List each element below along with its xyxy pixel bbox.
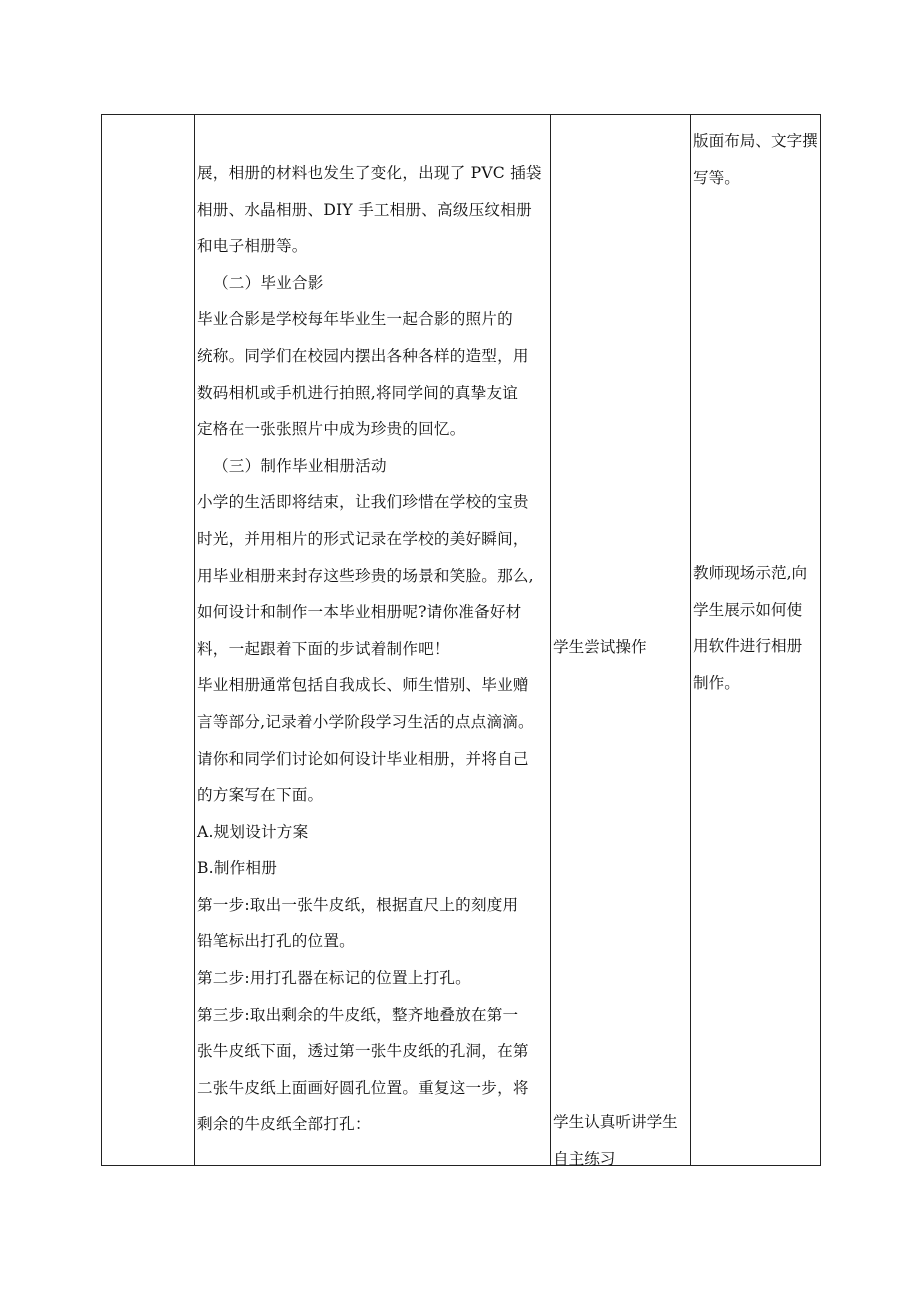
content-line: 剩余的牛皮纸全部打孔： — [197, 1115, 371, 1134]
content-line: 的方案写在下面。 — [197, 786, 324, 805]
student-activity-cell — [551, 115, 691, 1166]
design-intent-block-2 — [693, 555, 807, 701]
content-line: 相册、水晶相册、DIY 手工相册、高级压纹相册 — [197, 200, 532, 219]
text-line: 自主练习 — [553, 1149, 616, 1168]
content-line: 数码相机或手机进行拍照,将同学间的真挚友谊 — [197, 383, 519, 402]
content-line: 第一步:取出一张牛皮纸，根据直尺上的刻度用 — [197, 895, 519, 914]
content-line: 如何设计和制作一本毕业相册呢?请你准备好材 — [197, 603, 522, 622]
content-line: 张牛皮纸下面，透过第一张牛皮纸的孔洞，在第 — [197, 1042, 529, 1061]
content-line: 第二步:用打孔器在标记的位置上打孔。 — [197, 969, 471, 988]
text-line: 学生尝试操作 — [553, 638, 647, 656]
text-line: 学生认真听讲学生 — [553, 1113, 678, 1131]
content-line: 展，相册的材料也发生了变化，出现了 PVC 插袋 — [197, 164, 542, 182]
content-line: 时光，并用相片的形式记录在学校的美好瞬间， — [197, 529, 529, 548]
table-row — [102, 115, 821, 1166]
content-line: 和电子相册等。 — [197, 237, 308, 256]
content-line: （二）毕业合影 — [213, 273, 324, 292]
text-line: 用软件进行相册 — [693, 637, 803, 656]
content-line: 毕业相册通常包括自我成长、师生惜别、毕业赠 — [197, 676, 529, 695]
content-line: 料，一起跟着下面的步试着制作吧！ — [197, 639, 450, 658]
lesson-plan-table — [101, 114, 821, 1166]
content-line: 请你和同学们讨论如何设计毕业相册，并将自己 — [197, 749, 529, 768]
content-line: 二张牛皮纸上面画好圆孔位置。重复这一步，将 — [197, 1078, 529, 1097]
student-activity-block-2 — [553, 1104, 678, 1177]
text-line: 写等。 — [693, 168, 740, 187]
content-line: B.制作相册 — [197, 859, 277, 878]
teaching-content — [195, 115, 550, 1143]
empty-cell — [102, 115, 195, 1166]
content-line: （三）制作毕业相册活动 — [213, 456, 387, 475]
content-line: 铅笔标出打孔的位置。 — [197, 932, 355, 951]
text-line: 制作。 — [693, 673, 740, 692]
content-line: 小学的生活即将结束，让我们珍惜在学校的宝贵 — [197, 493, 529, 512]
content-line: 言等部分,记录着小学阶段学习生活的点点滴滴。 — [197, 712, 534, 731]
content-line: 毕业合影是学校每年毕业生一起合影的照片的 — [197, 310, 513, 329]
design-intent-block-1 — [693, 123, 818, 196]
content-line: 第三步:取出剩余的牛皮纸，整齐地叠放在第一 — [197, 1005, 519, 1024]
content-line: 定格在一张张照片中成为珍贵的回忆。 — [197, 420, 466, 439]
text-line: 学生展示如何使 — [693, 600, 803, 619]
content-line: 统称。同学们在校园内摆出各种各样的造型，用 — [197, 346, 529, 365]
teaching-content-cell — [195, 115, 551, 1166]
text-line: 教师现场示范,向 — [693, 564, 808, 582]
design-intent-cell — [691, 115, 821, 1166]
content-line: A.规划设计方案 — [197, 822, 309, 841]
text-line: 版面布局、文字撰 — [693, 132, 818, 150]
student-activity-block-1 — [553, 629, 647, 666]
content-line: 用毕业相册来封存这些珍贵的场景和笑脸。那么, — [197, 566, 534, 585]
